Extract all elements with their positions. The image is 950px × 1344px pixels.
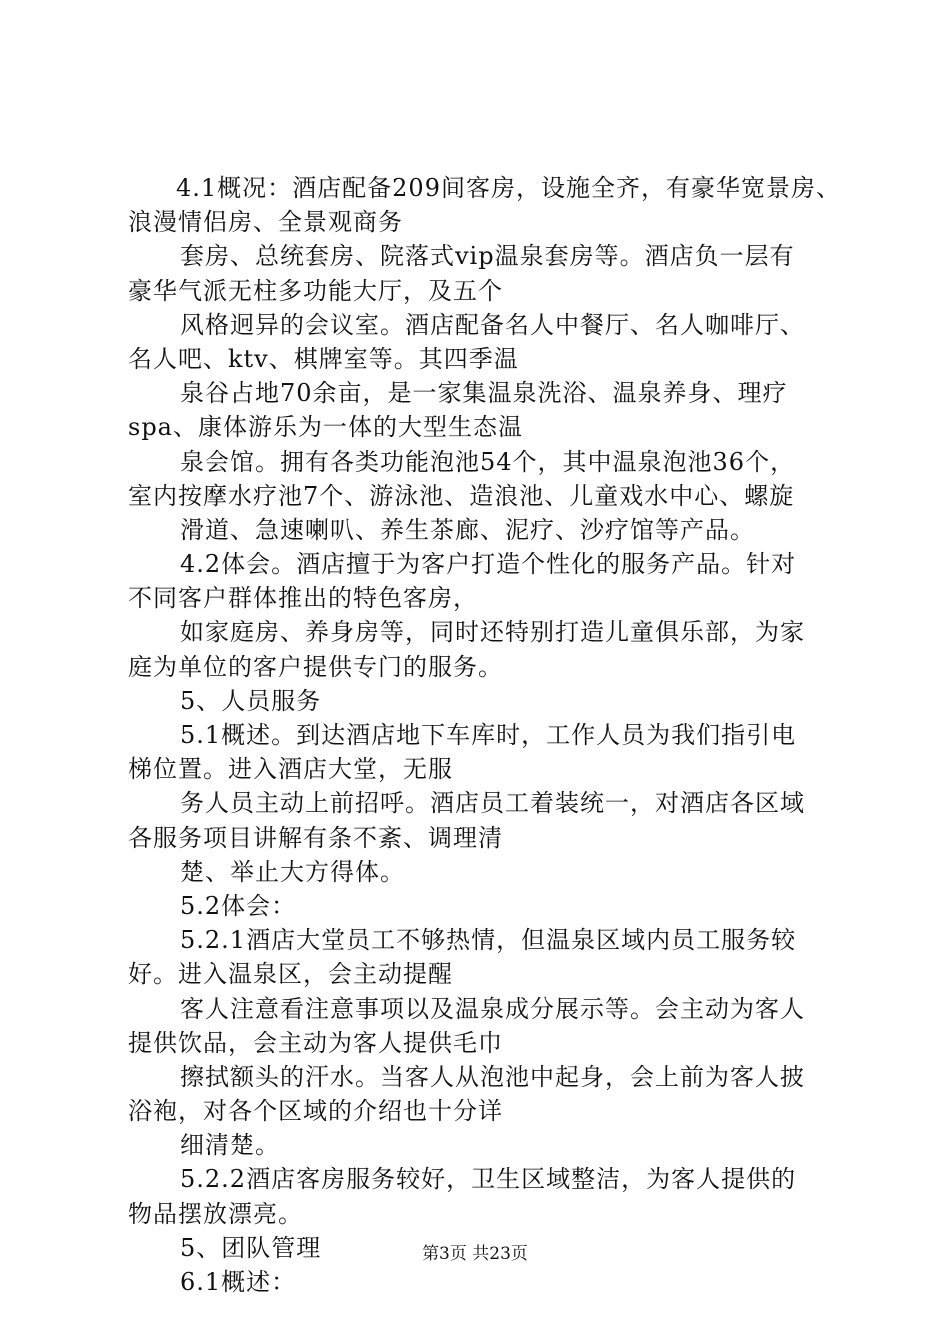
text-line: 物品摆放漂亮。 (128, 1199, 303, 1228)
text-line: 豪华气派无柱多功能大厅，及五个 (128, 276, 503, 305)
document-body (128, 171, 858, 1299)
text-line: 套房、总统套房、院落式vip温泉套房等。酒店负一层有 (180, 242, 795, 271)
text-line: 名人吧、ktv、棋牌室等。其四季温 (128, 344, 519, 373)
text-line: 浪漫情侣房、全景观商务 (128, 208, 403, 237)
text-line: 4.2体会。酒店擅于为客户打造个性化的服务产品。针对 (180, 550, 797, 579)
text-line: 提供饮品，会主动为客人提供毛巾 (128, 1028, 503, 1057)
text-line: 擦拭额头的汗水。当客人从泡池中起身，会上前为客人披 (180, 1062, 805, 1091)
text-line: 庭为单位的客户提供专门的服务。 (128, 652, 503, 681)
text-line: 泉会馆。拥有各类功能泡池54个，其中温泉泡池36个， (180, 447, 796, 476)
text-line: 5.2.2酒店客房服务较好，卫生区域整洁，为客人提供的 (180, 1165, 797, 1194)
section-heading: 5、人员服务 (180, 686, 322, 715)
text-line: 浴袍，对各个区域的介绍也十分详 (128, 1097, 503, 1126)
text-line: 5.2.1酒店大堂员工不够热情，但温泉区域内员工服务较 (180, 926, 797, 955)
text-line: 滑道、急速喇叭、养生茶廊、泥疗、沙疗馆等产品。 (180, 515, 755, 544)
text-line: spa、康体游乐为一体的大型生态温 (128, 413, 523, 442)
text-line: 细清楚。 (180, 1131, 280, 1160)
text-line: 务人员主动上前招呼。酒店员工着装统一，对酒店各区域 (180, 789, 805, 818)
page-footer: 第3页 共23页 (422, 1244, 528, 1264)
text-line: 梯位置。进入酒店大堂，无服 (128, 755, 453, 784)
text-line: 5.1概述。到达酒店地下车库时，工作人员为我们指引电 (180, 721, 797, 749)
text-line: 不同客户群体推出的特色客房， (128, 584, 478, 613)
text-line: 楚、举止大方得体。 (180, 857, 405, 886)
text-line: 好。进入温泉区，会主动提醒 (128, 960, 453, 989)
text-line: 客人注意看注意事项以及温泉成分展示等。会主动为客人 (180, 994, 805, 1023)
text-line: 4.1概况：酒店配备209间客房，设施全齐，有豪华宽景房、 (176, 174, 841, 202)
text-line: 风格迥异的会议室。酒店配备名人中餐厅、名人咖啡厅、 (180, 310, 805, 339)
text-line: 如家庭房、养身房等，同时还特别打造儿童俱乐部，为家 (180, 618, 805, 647)
text-line: 5.2体会： (180, 891, 297, 920)
section-heading: 5、团队管理 (180, 1233, 322, 1262)
text-line: 室内按摩水疗池7个、游泳池、造浪池、儿童戏水中心、螺旋 (128, 481, 795, 510)
text-line: 泉谷占地70余亩，是一家集温泉洗浴、温泉养身、理疗 (180, 379, 788, 408)
text-line: 各服务项目讲解有条不紊、调理清 (128, 823, 503, 852)
text-line: 6.1概述： (180, 1268, 297, 1296)
